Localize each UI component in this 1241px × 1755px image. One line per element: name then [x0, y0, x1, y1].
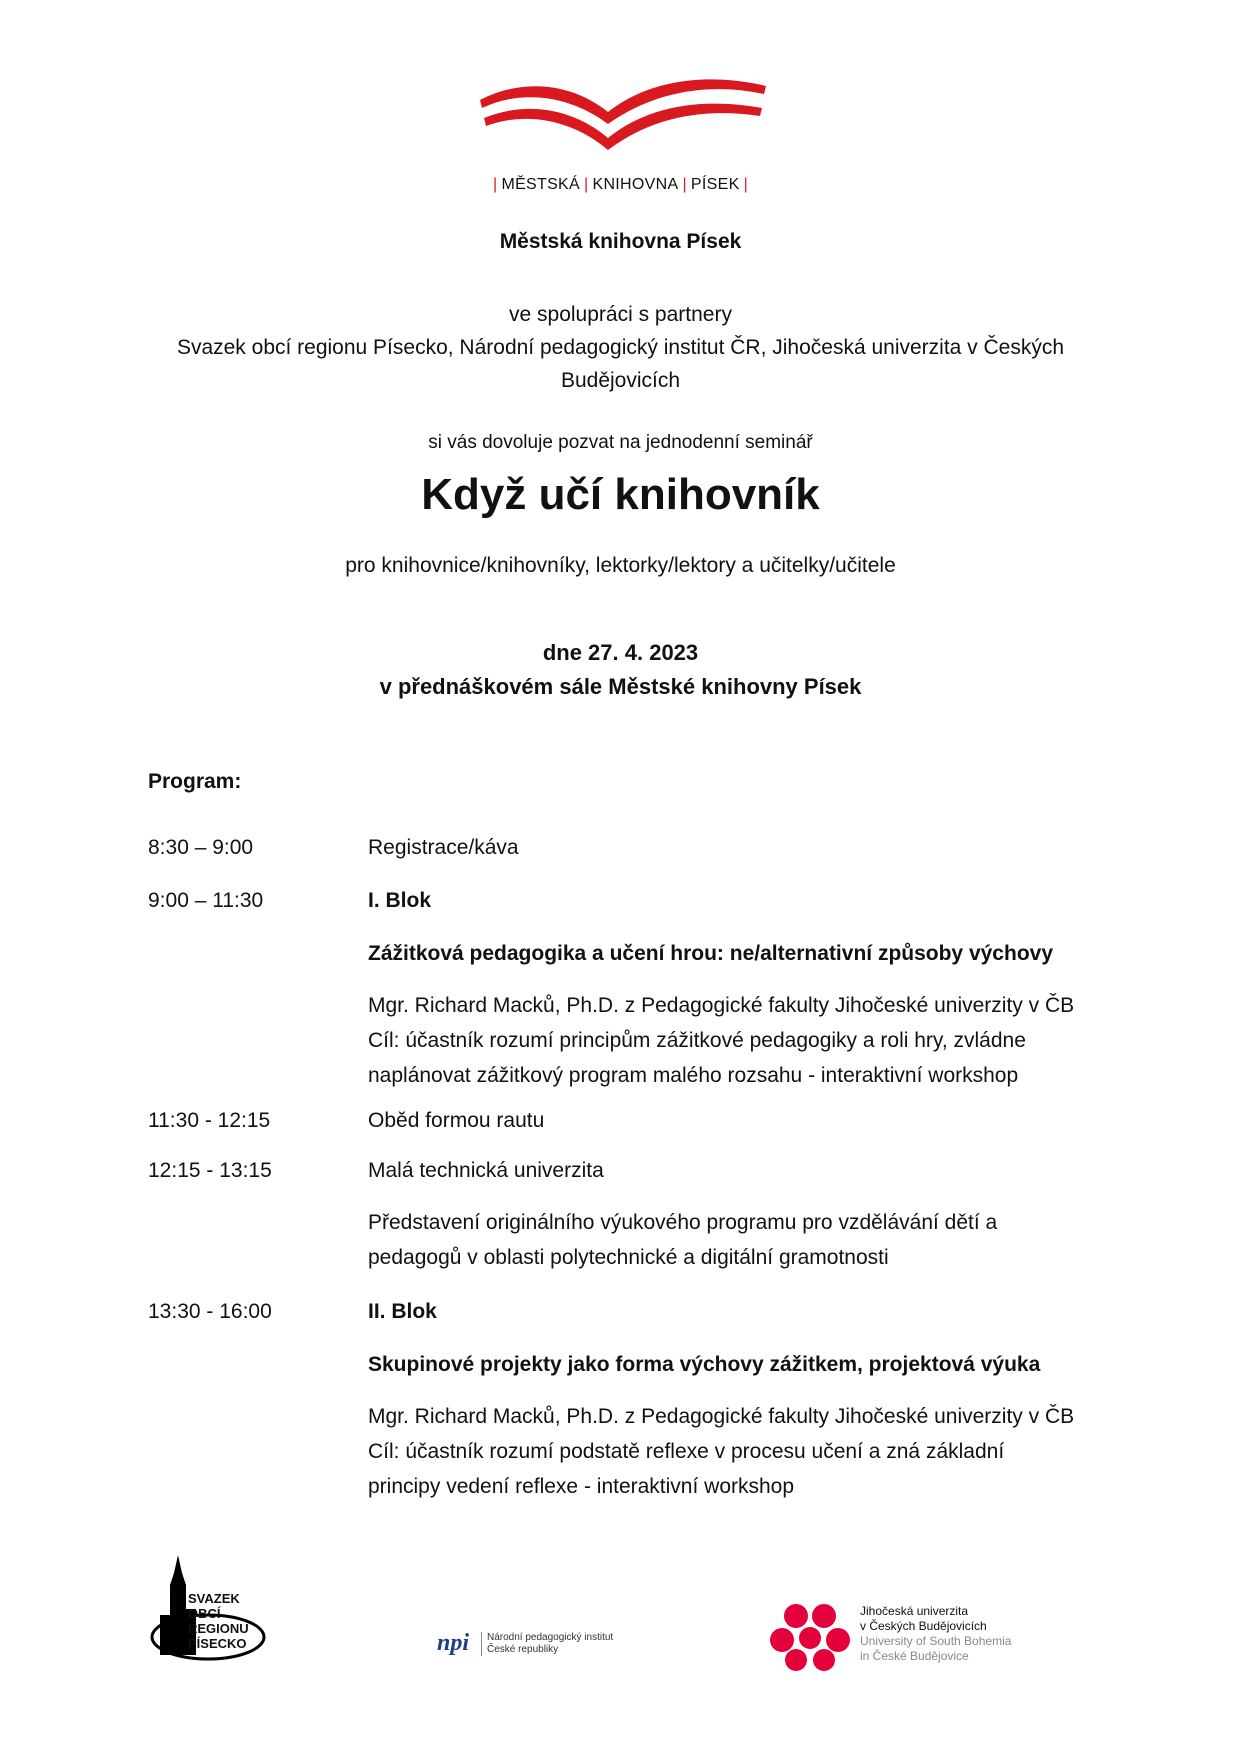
program-block-title: I. Blok	[368, 889, 432, 912]
program-time: 12:15 - 13:15	[148, 1159, 272, 1182]
invitation-text: si vás dovoluje pozvat na jednodenní seminář	[428, 432, 813, 453]
program-time: 13:30 - 16:00	[148, 1300, 272, 1323]
program-topic: Zážitková pedagogika a učení hrou: ne/alternativní způsoby výchovy	[368, 942, 1054, 965]
description-line: naplánovat zážitkový program malého rozsahu - interaktivní workshop	[368, 1064, 1019, 1087]
program-item: Registrace/káva	[368, 836, 519, 859]
seminar-title: Když učí knihovník	[421, 470, 820, 519]
description-line: Cíl: účastník rozumí podstatě reflexe v procesu učení a zná základní	[368, 1440, 1005, 1463]
jcu-dots-icon	[770, 1602, 850, 1672]
cooperation-block	[0, 298, 1241, 397]
date-venue	[0, 636, 1241, 704]
program-description	[368, 988, 1098, 1093]
svazek-obci-logo	[148, 1555, 268, 1665]
description-line: pedagogů v oblasti polytechnické a digitální gramotnosti	[368, 1246, 889, 1269]
partners-line: Svazek obcí regionu Písecko, Národní pedagogický institut ČR, Jihočeská univerzita v Českých	[176, 336, 1065, 359]
jcu-logo-text: Jihočeská univerzita v Českých Budějovicích University of South Bohemia in České Budějovice	[860, 1604, 1012, 1663]
audience-text: pro knihovnice/knihovníky, lektorky/lektory a učitelky/učitele	[345, 554, 896, 577]
program-heading: Program:	[148, 770, 242, 793]
jcu-logo	[770, 1602, 1070, 1672]
program-description	[368, 1205, 1098, 1275]
description-line: Cíl: účastník rozumí principům zážitkové pedagogiky a roli hry, zvládne	[368, 1029, 1026, 1052]
npi-mark: npi	[437, 1630, 470, 1656]
cooperation-intro: ve spolupráci s partnery	[509, 303, 732, 326]
partners-line: Budějovicích	[560, 369, 681, 392]
description-line: Mgr. Richard Macků, Ph.D. z Pedagogické fakulty Jihočeské univerzity v ČB	[368, 994, 1075, 1017]
program-description	[368, 1399, 1098, 1504]
program-block-title: II. Blok	[368, 1300, 437, 1323]
library-logo-text: | MĚSTSKÁ | KNIHOVNA | PÍSEK |	[492, 176, 749, 193]
library-logo-icon	[478, 72, 768, 162]
svazek-logo-text: SVAZEK OBCÍ REGIONU PÍSECKO	[188, 1591, 249, 1651]
event-venue: v přednáškovém sále Městské knihovny Písek	[379, 674, 862, 699]
organizer: Městská knihovna Písek	[499, 230, 742, 253]
npi-logo-text: Národní pedagogický institut České republiky	[481, 1632, 613, 1656]
event-date: dne 27. 4. 2023	[542, 640, 699, 665]
program-time: 11:30 - 12:15	[148, 1109, 271, 1132]
npi-logo	[437, 1630, 617, 1660]
program-topic: Skupinové projekty jako forma výchovy zážitkem, projektová výuka	[368, 1353, 1041, 1376]
description-line: Mgr. Richard Macků, Ph.D. z Pedagogické fakulty Jihočeské univerzity v ČB	[368, 1405, 1075, 1428]
description-line: Představení originálního výukového programu pro vzdělávání dětí a	[368, 1211, 998, 1234]
program-time: 9:00 – 11:30	[148, 889, 264, 912]
program-time: 8:30 – 9:00	[148, 836, 254, 859]
program-item: Malá technická univerzita	[368, 1159, 604, 1182]
program-item: Oběd formou rautu	[368, 1109, 545, 1132]
description-line: principy vedení reflexe - interaktivní workshop	[368, 1475, 795, 1498]
